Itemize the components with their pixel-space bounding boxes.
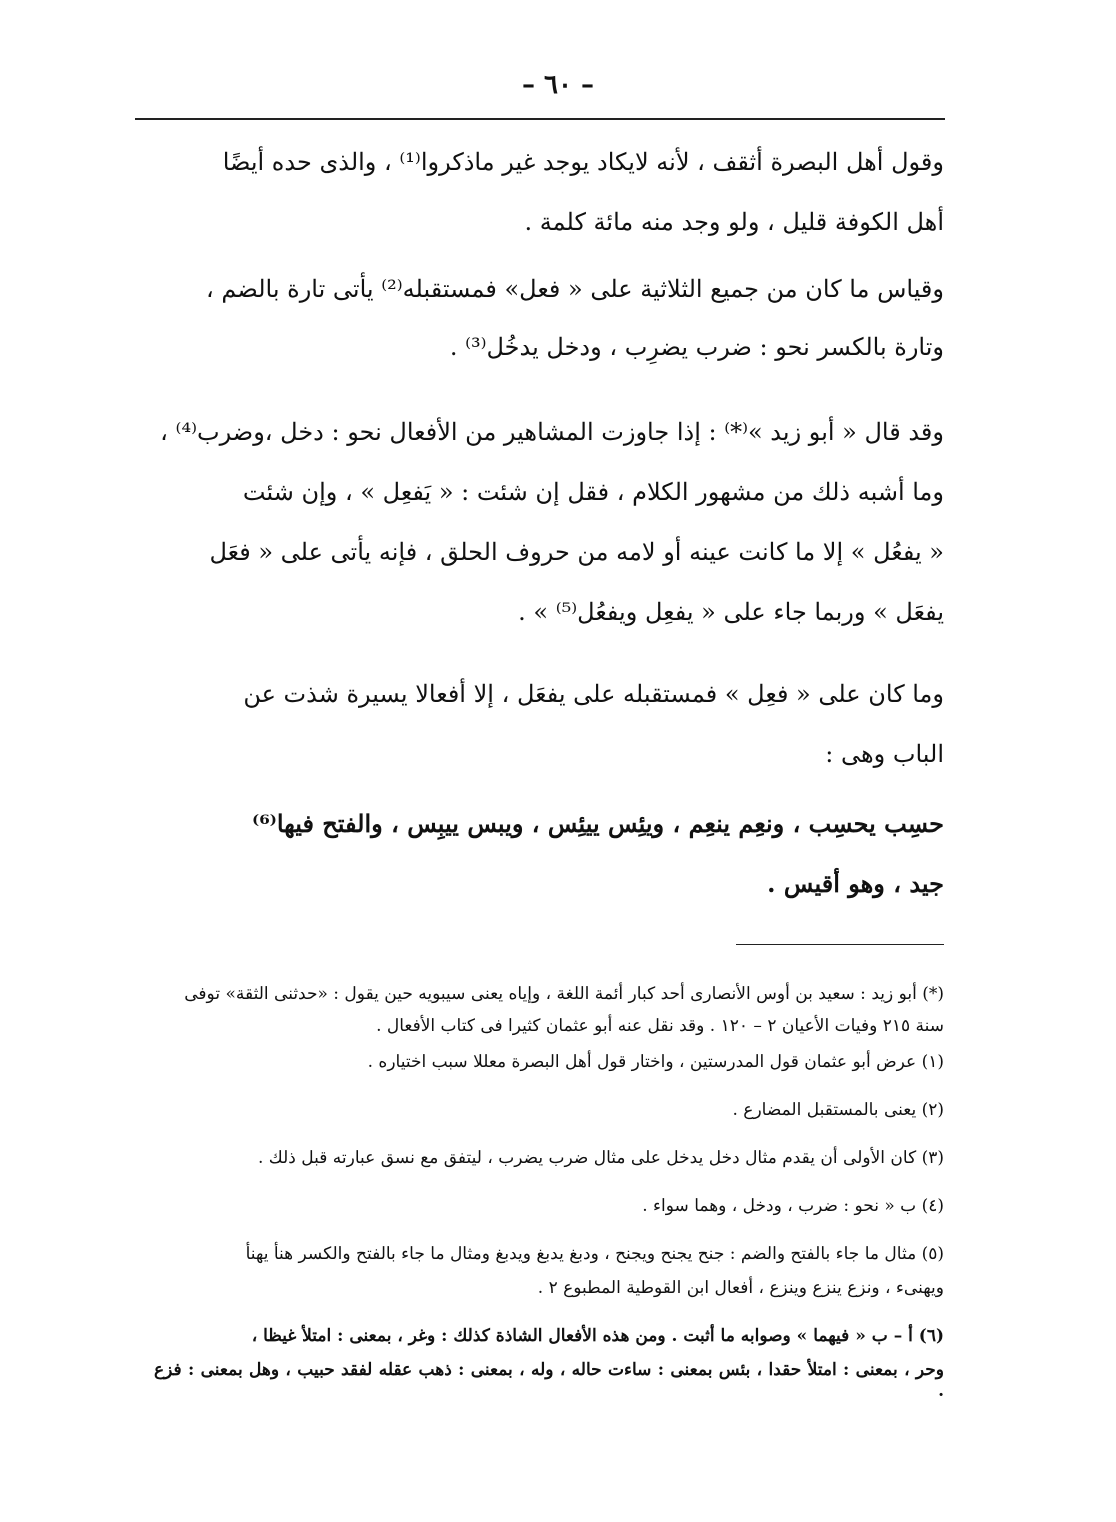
- footnote-5: [154, 1244, 944, 1304]
- paragraph-line: وقد قال « أبو زيد »⁽*⁾ : إذا جاوزت المشاهير من الأفعال نحو : دخل ،وضرب⁽⁴⁾ ،: [160, 418, 944, 446]
- page-number: – ٦٠ –: [521, 70, 595, 100]
- footnote-line: (٣) كان الأولى أن يقدم مثال دخل يدخل على مثال ضرب يضرب ، ليتفق مع نسق عبارته قبل ذلك .: [257, 1148, 944, 1168]
- paragraph-line: حسِب يحسِب ، ونعِم ينعِم ، ويئِس ييئِس ، ويبس ييبِس ، والفتح فيها⁽⁶⁾: [252, 809, 944, 838]
- header-rule: [135, 118, 945, 120]
- footnote-line: سنة ٢١٥ وفيات الأعيان ٢ – ١٢٠ . وقد نقل عنه أبو عثمان كثيرا فى كتاب الأفعال .: [376, 1016, 944, 1036]
- footnote-line: (٤) ب « نحو : ضرب ، ودخل ، وهما سواء .: [642, 1196, 944, 1216]
- footnote-line: (*) أبو زيد : سعيد بن أوس الأنصارى أحد كبار أئمة اللغة ، وإياه يعنى سيبويه حين يقول : «حدثنى الثقة» توفى: [184, 984, 944, 1004]
- paragraph-line: وقياس ما كان من جميع الثلاثية على « فعل» فمستقبله⁽²⁾ يأتى تارة بالضم ،: [206, 275, 944, 303]
- footnote-6: [154, 1326, 944, 1402]
- footnote-rule: [736, 944, 944, 945]
- paragraph-line: أهل الكوفة قليل ، ولو وجد منه مائة كلمة .: [524, 208, 944, 236]
- paragraph-line: الباب وهى :: [825, 740, 944, 768]
- footnote-1: [154, 1052, 944, 1078]
- footnote-star: [154, 984, 944, 1042]
- footnote-line: (١) عرض أبو عثمان قول المدرستين ، واختار قول أهل البصرة معللا سبب اختياره .: [367, 1052, 944, 1072]
- footnote-2: [154, 1100, 944, 1126]
- paragraph-1: [154, 148, 944, 250]
- paragraph-4: [154, 680, 944, 782]
- paragraph-3: [154, 418, 944, 640]
- paragraph-line: وما كان على « فعِل » فمستقبله على يفعَل ، إلا أفعالا يسيرة شذت عن: [243, 680, 944, 708]
- paragraph-line: « يفعُل » إلا ما كانت عينه أو لامه من حروف الحلق ، فإنه يأتى على « فعَل: [209, 538, 944, 566]
- paragraph-line: يفعَل » وربما جاء على « يفعِل ويفعُل⁽⁵⁾ » .: [518, 598, 944, 626]
- paragraph-line: وما أشبه ذلك من مشهور الكلام ، فقل إن شئت : « يَفعِل » ، وإن شئت: [242, 478, 944, 506]
- footnote-line: وحر ، بمعنى : امتلأ حقدا ، بئس بمعنى : ساءت حاله ، وله ، بمعنى : ذهب عقله لفقد حبيب ، وهل بمعنى : فزع .: [154, 1360, 944, 1402]
- footnote-4: [154, 1196, 944, 1222]
- paragraph-2: [154, 275, 944, 375]
- paragraph-line: وقول أهل البصرة أثقف ، لأنه لايكاد يوجد غير ماذكروا⁽¹⁾ ، والذى حده أيضًا: [222, 148, 944, 176]
- footnote-3: [154, 1148, 944, 1174]
- paragraph-line: جيد ، وهو أقيس .: [767, 869, 944, 898]
- paragraph-5: [154, 810, 944, 912]
- footnote-line: (٥) مثال ما جاء بالفتح والضم : جنح يجنح ويجنح ، ودبغ يدبغ ويدبغ ومثال ما جاء بالفتح والكسر هنأ يهنأ: [245, 1244, 944, 1264]
- footnote-line: (٦) أ – ب « فيهما » وصوابه ما أثبت . ومن هذه الأفعال الشاذة كذلك : وغر ، بمعنى : امتلأ غيظا ،: [251, 1326, 944, 1346]
- footnote-line: (٢) يعنى بالمستقبل المضارع .: [732, 1100, 944, 1120]
- paragraph-line: وتارة بالكسر نحو : ضرب يضرِب ، ودخل يدخُل⁽³⁾ .: [449, 333, 944, 361]
- footnote-line: ويهنىء ، ونزع ينزع وينزع ، أفعال ابن القوطية المطبوع ٢ .: [537, 1278, 944, 1298]
